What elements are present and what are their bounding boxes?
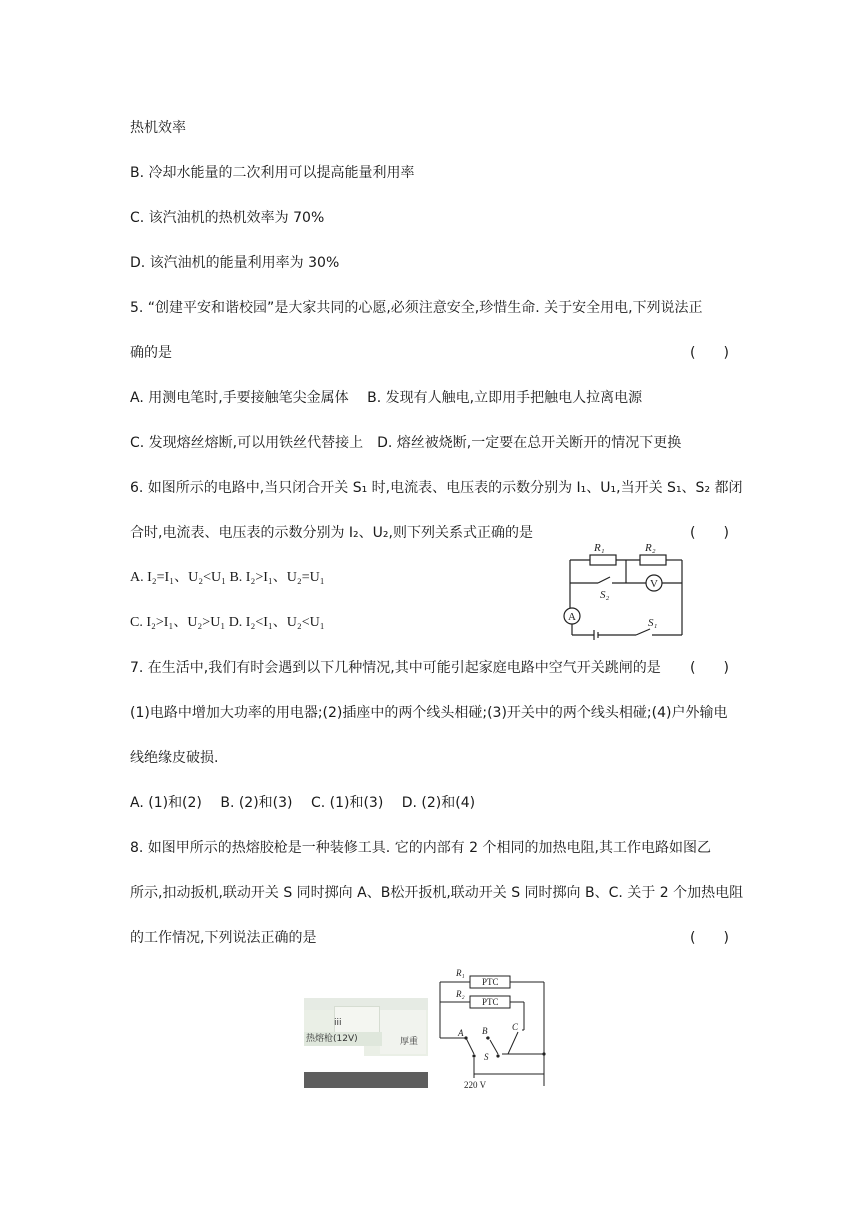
q8-circuit-diagram: [436, 966, 548, 1090]
label-ptc-1: PTC: [482, 977, 499, 987]
label-a: A: [568, 611, 576, 623]
q8-stem-line1: 8. 如图甲所示的热熔胶枪是一种装修工具. 它的内部有 2 个相同的加热电阻,其工作电路如图乙: [130, 840, 711, 856]
q4-option-c: C. 该汽油机的热机效率为 70%: [130, 210, 325, 226]
photo-text-2: 厚重: [400, 1037, 419, 1047]
q6-answer-paren: ( ): [690, 525, 729, 541]
q7-answer-paren: ( ): [690, 660, 729, 676]
q6-stem-line1: 6. 如图所示的电路中,当只闭合开关 S₁ 时,电流表、电压表的示数分别为 I₁、U₁,当开关 S₁、S₂ 都闭: [130, 480, 743, 496]
label-b: B: [482, 1026, 488, 1036]
q5-answer-paren: ( ): [690, 345, 729, 361]
switch-s2: [598, 577, 610, 583]
q6-circuit-diagram: [558, 540, 688, 640]
switch-s-blade-1: [490, 1040, 498, 1054]
glue-gun-photo: [304, 998, 428, 1088]
q7-cases-line1: (1)电路中增加大功率的用电器;(2)插座中的两个线头相碰;(3)开关中的两个线头相碰;(4)户外输电: [130, 705, 728, 721]
switch-s-blade-2: [508, 1032, 518, 1054]
q5-options-cd: C. 发现熔丝熔断,可以用铁丝代替接上 D. 熔丝被烧断,一定要在总开关断开的情况下更换: [130, 435, 682, 451]
label-ptc-2: PTC: [482, 997, 499, 1007]
q8-stem-line3: 的工作情况,下列说法正确的是: [130, 930, 317, 946]
q8-stem-line2: 所示,扣动扳机,联动开关 S 同时掷向 A、B松开扳机,联动开关 S 同时掷向 B、C. 关于 2 个加热电阻: [130, 885, 744, 901]
label-c: C: [512, 1022, 519, 1032]
q6-options-cd: C. I₂>I₁、U₂>U₁ D. I₂<I₁、U₂<U₁: [130, 615, 325, 630]
q4-stem-end: 热机效率: [130, 120, 186, 136]
label-s2: S₂: [600, 589, 610, 601]
q5-stem-line2: 确的是: [130, 345, 172, 361]
label-s1: S₁: [648, 617, 658, 629]
q7-options: A. (1)和(2) B. (2)和(3) C. (1)和(3) D. (2)和(4): [130, 795, 476, 811]
resistor-r1: [590, 555, 616, 565]
q4-option-b: B. 冷却水能量的二次利用可以提高能量利用率: [130, 165, 415, 181]
q4-option-d: D. 该汽油机的能量利用率为 30%: [130, 255, 340, 271]
label-voltage: 220 V: [464, 1080, 487, 1090]
label-r2: R₂: [645, 542, 656, 554]
resistor-r2: [640, 555, 666, 565]
label-ptc-r2: R₂: [456, 989, 465, 999]
label-v: V: [650, 578, 658, 590]
q8-answer-paren: ( ): [690, 930, 729, 946]
q6-options-ab: A. I₂=I₁、U₂<U₁ B. I₂>I₁、U₂=U₁: [130, 570, 325, 585]
photo-caption: 热熔枪(12V): [304, 1032, 382, 1046]
switch-s1: [636, 629, 650, 635]
label-s: S: [484, 1052, 489, 1062]
photo-text-1: iii: [334, 1018, 342, 1028]
label-a: A: [458, 1028, 464, 1038]
q6-stem-line2: 合时,电流表、电压表的示数分别为 I₂、U₂,则下列关系式正确的是: [130, 525, 533, 541]
label-r1: R₁: [594, 542, 605, 554]
label-ptc-r1: R₁: [456, 968, 465, 978]
q5-options-ab: A. 用测电笔时,手要接触笔尖金属体 B. 发现有人触电,立即用手把触电人拉离电源: [130, 390, 643, 406]
q7-cases-line2: 线绝缘皮破损.: [130, 750, 219, 766]
q5-stem-line1: 5. “创建平安和谐校园”是大家共同的心愿,必须注意安全,珍惜生命. 关于安全用电,下列说法正: [130, 300, 703, 316]
q7-stem: 7. 在生活中,我们有时会遇到以下几种情况,其中可能引起家庭电路中空气开关跳闸的是: [130, 660, 661, 676]
